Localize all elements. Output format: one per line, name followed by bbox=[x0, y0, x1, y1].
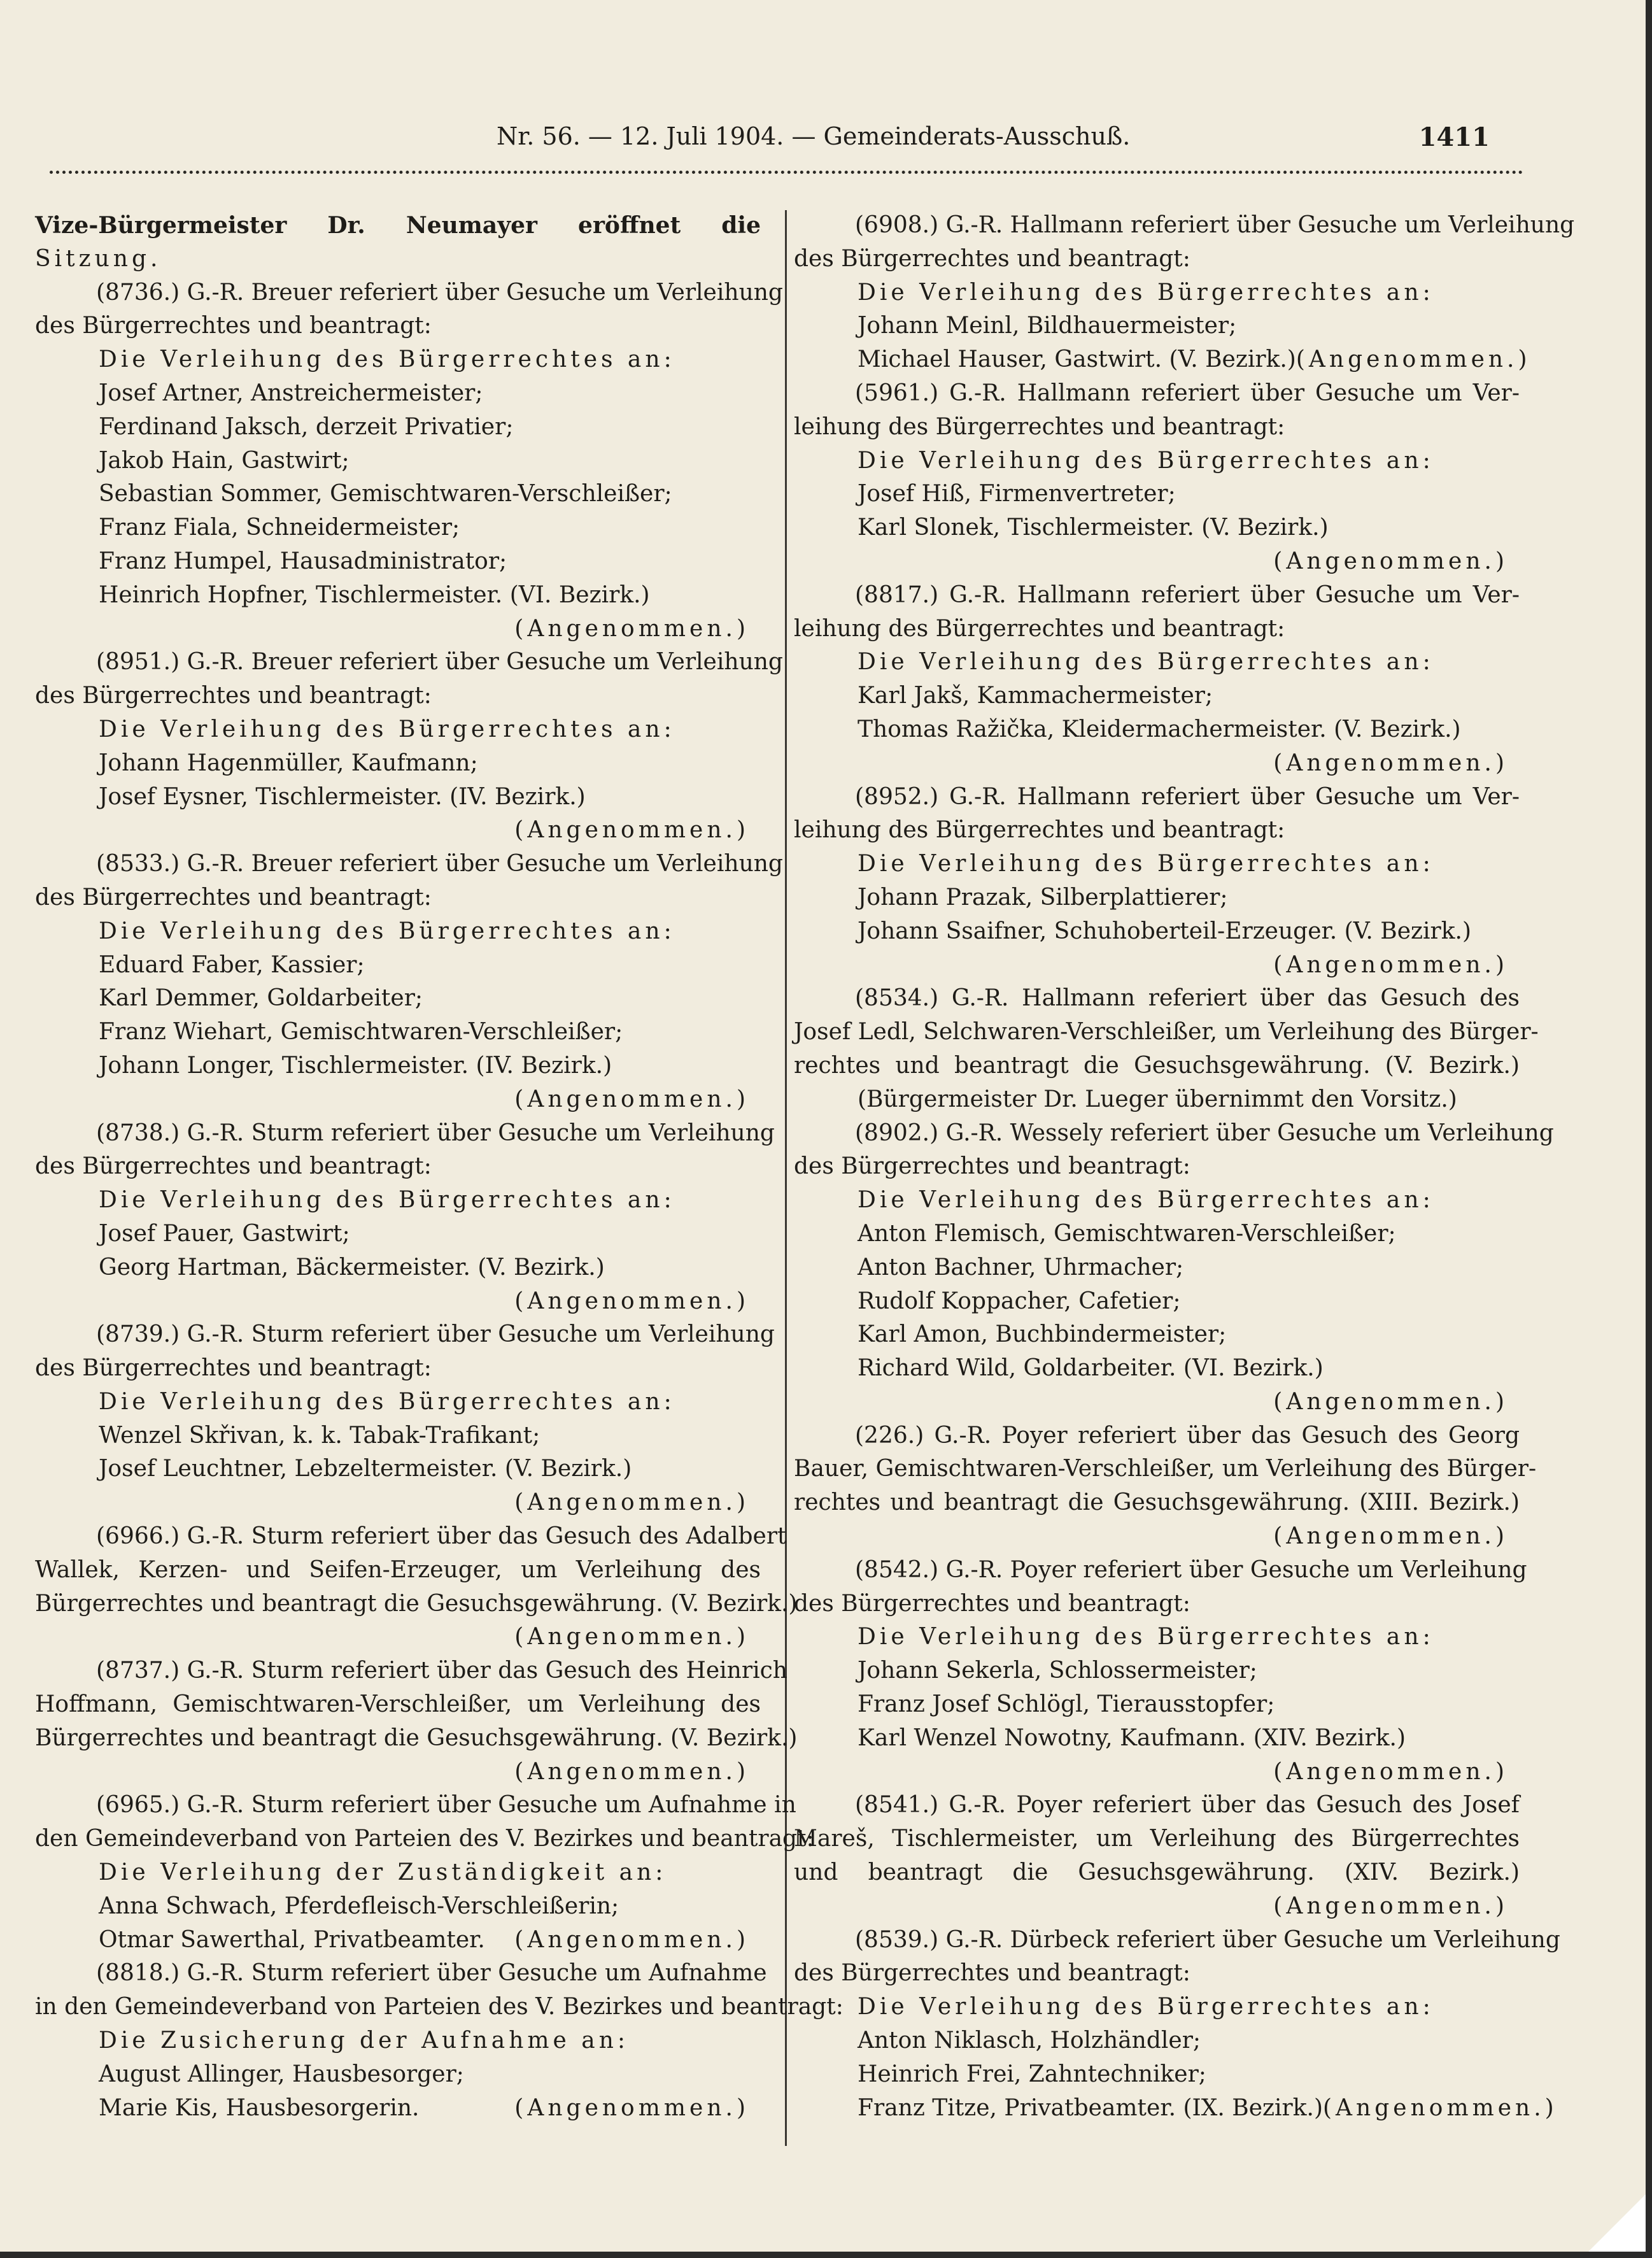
motion-heading: (8541.) G.-R. Poyer referiert über das Gesuch des Josef bbox=[855, 1792, 1520, 1819]
result-accepted: (Angenommen.) bbox=[514, 1086, 749, 1112]
grant-line: Die Verleihung des Bürgerrechtes an: bbox=[858, 1994, 1434, 2020]
grant-line: Die Verleihung des Bürgerrechtes an: bbox=[858, 649, 1434, 676]
name-entry: Karl Wenzel Nowotny, Kaufmann. (XIV. Bezirk.) bbox=[858, 1724, 1406, 1751]
grant-line: Die Verleihung des Bürgerrechtes an: bbox=[858, 279, 1434, 306]
name-entry: Thomas Ražička, Kleidermachermeister. (V. Bezirk.) bbox=[858, 716, 1461, 742]
name-entry: Josef Eysner, Tischlermeister. (IV. Bezirk.) bbox=[99, 783, 586, 810]
result-accepted: (Angenommen.) bbox=[1273, 548, 1508, 574]
grant-line: Die Verleihung des Bürgerrechtes an: bbox=[99, 346, 675, 373]
text-line: des Bürgerrechtes und beantragt: bbox=[794, 245, 1190, 272]
page-number: 1411 bbox=[1418, 122, 1490, 152]
motion-heading: (8539.) G.-R. Dürbeck referiert über Gesuche um Verleihung bbox=[855, 1926, 1560, 1953]
text-line: und beantragt die Gesuchsgewährung. (XIV. Bezirk.) bbox=[794, 1859, 1520, 1886]
result-accepted: (Angenommen.) bbox=[514, 2094, 749, 2121]
text-line: des Bürgerrechtes und beantragt: bbox=[35, 683, 432, 709]
result-accepted: (Angenommen.) bbox=[1273, 951, 1508, 978]
motion-heading: (8736.) G.-R. Breuer referiert über Gesuche um Verleihung bbox=[96, 279, 783, 306]
name-entry: Rudolf Koppacher, Cafetier; bbox=[858, 1288, 1181, 1314]
grant-line: Die Verleihung des Bürgerrechtes an: bbox=[858, 1624, 1434, 1651]
name-entry: Josef Leuchtner, Lebzeltermeister. (V. Bezirk.) bbox=[99, 1456, 632, 1482]
motion-heading: (8738.) G.-R. Sturm referiert über Gesuche um Verleihung bbox=[96, 1119, 775, 1146]
text-line: Bauer, Gemischtwaren-Verschleißer, um Verleihung des Bürger- bbox=[794, 1456, 1537, 1482]
result-accepted: (Angenommen.) bbox=[1323, 2094, 1558, 2121]
name-entry: Heinrich Frei, Zahntechniker; bbox=[858, 2061, 1206, 2087]
name-entry: Eduard Faber, Kassier; bbox=[99, 951, 365, 978]
name-entry: Franz Fiala, Schneidermeister; bbox=[99, 515, 460, 541]
name-entry: Sebastian Sommer, Gemischtwaren-Verschleißer; bbox=[99, 481, 672, 508]
text-line: leihung des Bürgerrechtes und beantragt: bbox=[794, 615, 1285, 642]
name-entry-row bbox=[794, 343, 1531, 377]
motion-heading: (8951.) G.-R. Breuer referiert über Gesuche um Verleihung bbox=[96, 649, 783, 676]
motion-heading: (8534.) G.-R. Hallmann referiert über das Gesuch des bbox=[855, 985, 1520, 1012]
text-line: des Bürgerrechtes und beantragt: bbox=[35, 1153, 432, 1180]
name-entry-row bbox=[35, 1924, 761, 1957]
text-line: des Bürgerrechtes und beantragt: bbox=[794, 1590, 1190, 1617]
motion-heading: (8902.) G.-R. Wessely referiert über Gesuche um Verleihung bbox=[855, 1119, 1554, 1146]
name-entry: Wenzel Skřivan, k. k. Tabak-Trafikant; bbox=[99, 1422, 540, 1449]
motion-heading: (6966.) G.-R. Sturm referiert über das Gesuch des Adalbert bbox=[96, 1523, 787, 1550]
text-line: leihung des Bürgerrechtes und beantragt: bbox=[794, 817, 1285, 844]
name-entry: Marie Kis, Hausbesorgerin. bbox=[99, 2094, 420, 2121]
text-line: des Bürgerrechtes und beantragt: bbox=[35, 313, 432, 339]
name-entry-row bbox=[794, 2092, 1558, 2126]
motion-heading: (226.) G.-R. Poyer referiert über das Gesuch des Georg bbox=[855, 1422, 1520, 1449]
name-entry: Johann Sekerla, Schlossermeister; bbox=[858, 1658, 1257, 1684]
grant-line: Die Verleihung der Zuständigkeit an: bbox=[99, 1859, 667, 1886]
name-entry: Anton Flemisch, Gemischtwaren-Verschleißer; bbox=[858, 1220, 1396, 1247]
result-accepted: (Angenommen.) bbox=[514, 1288, 749, 1314]
name-entry: Karl Demmer, Goldarbeiter; bbox=[99, 985, 423, 1012]
running-header: Nr. 56. — 12. Juli 1904. — Gemeinderats-Ausschuß. bbox=[497, 122, 1131, 150]
motion-heading: (5961.) G.-R. Hallmann referiert über Gesuche um Ver- bbox=[855, 380, 1520, 406]
chair-change-note: (Bürgermeister Dr. Lueger übernimmt den Vorsitz.) bbox=[858, 1086, 1457, 1112]
motion-heading: (6908.) G.-R. Hallmann referiert über Gesuche um Verleihung bbox=[855, 212, 1575, 238]
name-entry: Johann Meinl, Bildhauermeister; bbox=[858, 313, 1237, 339]
name-entry: Michael Hauser, Gastwirt. (V. Bezirk.) bbox=[858, 346, 1296, 373]
name-entry: Jakob Hain, Gastwirt; bbox=[99, 447, 349, 474]
result-accepted: (Angenommen.) bbox=[1273, 749, 1508, 776]
grant-line: Die Verleihung des Bürgerrechtes an: bbox=[858, 447, 1434, 474]
text-line: des Bürgerrechtes und beantragt: bbox=[794, 1153, 1190, 1180]
name-entry: Anton Bachner, Uhrmacher; bbox=[858, 1254, 1184, 1281]
name-entry: Franz Humpel, Hausadministrator; bbox=[99, 548, 507, 574]
grant-line: Die Verleihung des Bürgerrechtes an: bbox=[99, 1187, 675, 1214]
text-line: den Gemeindeverband von Parteien des V. Bezirkes und beantragt: bbox=[35, 1826, 814, 1852]
text-line: des Bürgerrechtes und beantragt: bbox=[794, 1960, 1190, 1987]
motion-heading: (8737.) G.-R. Sturm referiert über das Gesuch des Heinrich bbox=[96, 1658, 787, 1684]
name-entry: Karl Slonek, Tischlermeister. (V. Bezirk.) bbox=[858, 515, 1329, 541]
name-entry: Karl Amon, Buchbindermeister; bbox=[858, 1321, 1227, 1348]
result-accepted: (Angenommen.) bbox=[1273, 1892, 1508, 1919]
text-line: Bürgerrechtes und beantragt die Gesuchsgewährung. (V. Bezirk.) bbox=[35, 1724, 798, 1751]
name-entry: Josef Artner, Anstreichermeister; bbox=[99, 380, 483, 406]
name-entry-row bbox=[35, 2092, 761, 2126]
grant-line: Die Verleihung des Bürgerrechtes an: bbox=[99, 716, 675, 742]
name-entry: Josef Hiß, Firmenvertreter; bbox=[858, 481, 1176, 508]
name-entry: Ferdinand Jaksch, derzeit Privatier; bbox=[99, 413, 514, 440]
text-line: rechtes und beantragt die Gesuchsgewährung. (V. Bezirk.) bbox=[794, 1052, 1520, 1079]
name-entry: Johann Longer, Tischlermeister. (IV. Bezirk.) bbox=[99, 1052, 612, 1079]
motion-heading: (8818.) G.-R. Sturm referiert über Gesuche um Aufnahme bbox=[96, 1960, 767, 1987]
name-entry: Heinrich Hopfner, Tischlermeister. (VI. Bezirk.) bbox=[99, 581, 650, 608]
result-accepted: (Angenommen.) bbox=[514, 1758, 749, 1785]
header-rule bbox=[50, 171, 1523, 174]
grant-line: Die Verleihung des Bürgerrechtes an: bbox=[858, 1187, 1434, 1214]
name-entry: Johann Ssaifner, Schuhoberteil-Erzeuger. (V. Bezirk.) bbox=[858, 918, 1472, 944]
name-entry: Otmar Sawerthal, Privatbeamter. bbox=[99, 1926, 485, 1953]
grant-line: Die Verleihung des Bürgerrechtes an: bbox=[858, 851, 1434, 877]
motion-heading: (8739.) G.-R. Sturm referiert über Gesuche um Verleihung bbox=[96, 1321, 775, 1348]
result-accepted: (Angenommen.) bbox=[514, 817, 749, 844]
scan-border-bottom bbox=[0, 2252, 1652, 2258]
name-entry: Franz Titze, Privatbeamter. (IX. Bezirk.) bbox=[858, 2094, 1324, 2121]
result-accepted: (Angenommen.) bbox=[1273, 1523, 1508, 1550]
text-line: Hoffmann, Gemischtwaren-Verschleißer, um Verleihung des bbox=[35, 1691, 761, 1718]
text-line: leihung des Bürgerrechtes und beantragt: bbox=[794, 413, 1285, 440]
text-line: in den Gemeindeverband von Parteien des V. Bezirkes und beantragt: bbox=[35, 1994, 844, 2020]
name-entry: Johann Prazak, Silberplattierer; bbox=[858, 884, 1228, 911]
name-entry: Georg Hartman, Bäckermeister. (V. Bezirk.) bbox=[99, 1254, 605, 1281]
grant-line: Die Verleihung des Bürgerrechtes an: bbox=[99, 918, 675, 944]
motion-heading: (8817.) G.-R. Hallmann referiert über Gesuche um Ver- bbox=[855, 581, 1520, 608]
text-line: Wallek, Kerzen- und Seifen-Erzeuger, um Verleihung des bbox=[35, 1556, 761, 1583]
scan-border-right bbox=[1646, 0, 1652, 2258]
name-entry: Franz Wiehart, Gemischtwaren-Verschleißer; bbox=[99, 1019, 623, 1046]
motion-heading: (8542.) G.-R. Poyer referiert über Gesuche um Verleihung bbox=[855, 1556, 1527, 1583]
opening-line: Vize-Bürgermeister Dr. Neumayer eröffnet die bbox=[35, 212, 761, 239]
motion-heading: (8952.) G.-R. Hallmann referiert über Gesuche um Ver- bbox=[855, 783, 1520, 810]
name-entry: August Allinger, Hausbesorger; bbox=[99, 2061, 464, 2087]
name-entry: Anton Niklasch, Holzhändler; bbox=[858, 2027, 1201, 2054]
text-line: Josef Ledl, Selchwaren-Verschleißer, um Verleihung des Bürger- bbox=[794, 1019, 1539, 1046]
text-line: des Bürgerrechtes und beantragt: bbox=[35, 884, 432, 911]
name-entry: Franz Josef Schlögl, Tierausstopfer; bbox=[858, 1691, 1275, 1718]
name-entry: Richard Wild, Goldarbeiter. (VI. Bezirk.) bbox=[858, 1355, 1324, 1382]
motion-heading: (8533.) G.-R. Breuer referiert über Gesuche um Verleihung bbox=[96, 851, 783, 877]
result-accepted: (Angenommen.) bbox=[1295, 346, 1531, 373]
result-accepted: (Angenommen.) bbox=[1273, 1388, 1508, 1415]
text-line: des Bürgerrechtes und beantragt: bbox=[35, 1355, 432, 1382]
result-accepted: (Angenommen.) bbox=[514, 1489, 749, 1516]
grant-line: Die Verleihung des Bürgerrechtes an: bbox=[99, 1388, 675, 1415]
right-column bbox=[794, 209, 1575, 2125]
name-entry: Johann Hagenmüller, Kaufmann; bbox=[99, 749, 478, 776]
page-corner-fold bbox=[1588, 2194, 1646, 2252]
result-accepted: (Angenommen.) bbox=[514, 1624, 749, 1651]
left-column bbox=[35, 209, 844, 2125]
motion-heading: (6965.) G.-R. Sturm referiert über Gesuche um Aufnahme in bbox=[96, 1792, 796, 1819]
name-entry: Anna Schwach, Pferdefleisch-Verschleißerin; bbox=[99, 1892, 619, 1919]
name-entry: Karl Jakš, Kammachermeister; bbox=[858, 683, 1213, 709]
column-divider bbox=[785, 210, 787, 2146]
name-entry: Josef Pauer, Gastwirt; bbox=[99, 1220, 350, 1247]
grant-line: Die Zusicherung der Aufnahme an: bbox=[99, 2027, 630, 2054]
result-accepted: (Angenommen.) bbox=[514, 615, 749, 642]
result-accepted: (Angenommen.) bbox=[514, 1926, 749, 1953]
text-line: Mareš, Tischlermeister, um Verleihung des Bürgerrechtes bbox=[794, 1826, 1520, 1852]
text-line: Sitzung. bbox=[35, 245, 162, 272]
result-accepted: (Angenommen.) bbox=[1273, 1758, 1508, 1785]
text-line: Bürgerrechtes und beantragt die Gesuchsgewährung. (V. Bezirk.) bbox=[35, 1590, 798, 1617]
text-line: rechtes und beantragt die Gesuchsgewährung. (XIII. Bezirk.) bbox=[794, 1489, 1520, 1516]
